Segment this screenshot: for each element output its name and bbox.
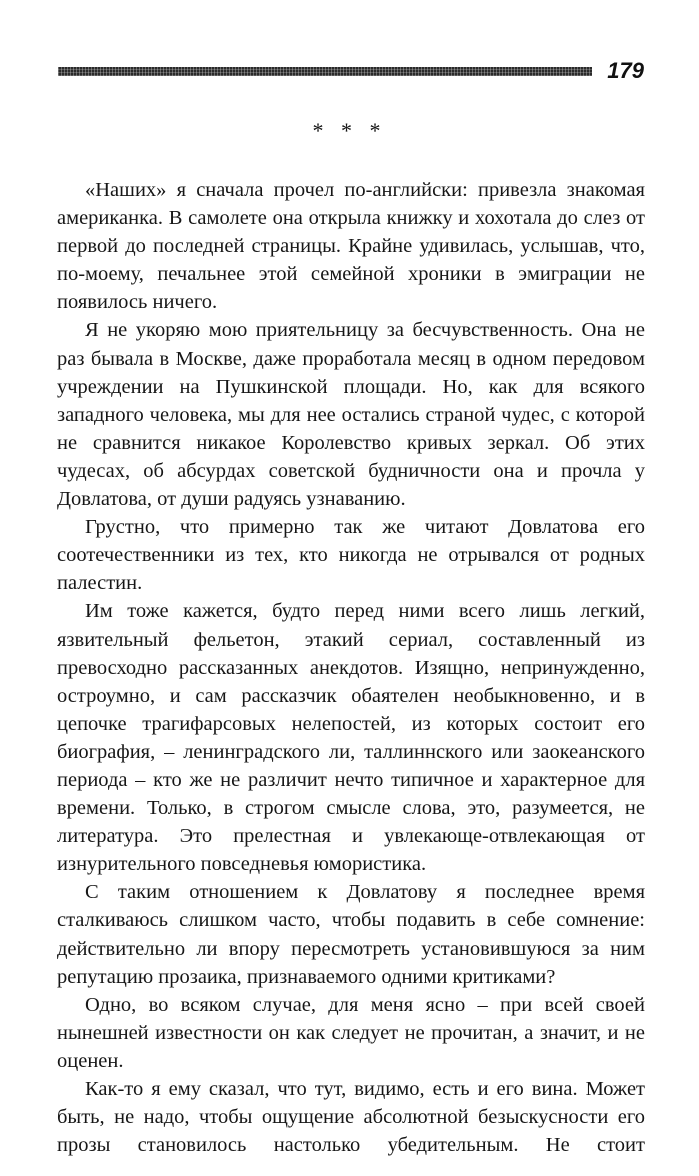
body-text — [57, 176, 645, 1159]
paragraph-5: С таким отношением к Довлатову я последнее время сталкиваюсь слишком часто, чтобы подавить в себе сомнение: действительно ли впору пересмотреть установившуюся за ним репутацию прозаика, признаваемого одними критиками? — [57, 881, 645, 988]
section-separator: * * * — [312, 118, 387, 143]
paragraph-7: Как-то я ему сказал, что тут, видимо, есть и его вина. Может быть, не надо, чтобы ощущение абсолютной безыскусности его прозы становилось настолько убедительным. Не стоит — [57, 1078, 645, 1157]
paragraph-6: Одно, во всяком случае, для меня ясно – при всей своей нынешней известности он как следует не прочитан, а значит, и не оценен. — [57, 993, 645, 1072]
header-rule — [58, 67, 592, 76]
paragraph-1: «Наших» я сначала прочел по-английски: привезла знакомая американка. В самолете она открыла книжку и хохотала до слез от первой до последней страницы. Крайне удивилась, услышав, что, по-моему, печальнее этой семейной хроники в эмиграции не появилось ничего. — [57, 179, 645, 314]
paragraph-2: Я не укоряю мою приятельницу за бесчувственность. Она не раз бывала в Москве, даже проработала месяц в одном передовом учреждении на Пушкинской площади. Но, как для всякого западного человека, мы для нее остались страной чудес, с которой не сравнится никакое Королевство кривых зеркал. Об этих чудесах, об абсурдах советской будничности она и прочла у Довлатова, от души радуясь узнаванию. — [57, 319, 645, 511]
paragraph-3: Грустно, что примерно так же читают Довлатова его соотечественники из тех, кто никогда не отрывался от родных палестин. — [57, 516, 645, 595]
page-number: 179 — [607, 58, 644, 83]
page-header — [58, 58, 644, 88]
paragraph-4: Им тоже кажется, будто перед ними всего лишь легкий, язвительный фельетон, этакий сериал, составленный из превосходно рассказанных анекдотов. Изящно, непринужденно, остроумно, и сам рассказчик обаятелен необыкновенно, и в цепочке трагифарсовых нелепостей, из которых состоит его биография, – ленинградского ли, таллиннского или заокеанского периода – кто же не различит нечто типичное и характерное для времени. Только, в строгом смысле слова, это, разумеется, не литература. Это прелестная и увлекающе-отвлекающая от изнурительного повседневья юмористика. — [57, 600, 645, 876]
